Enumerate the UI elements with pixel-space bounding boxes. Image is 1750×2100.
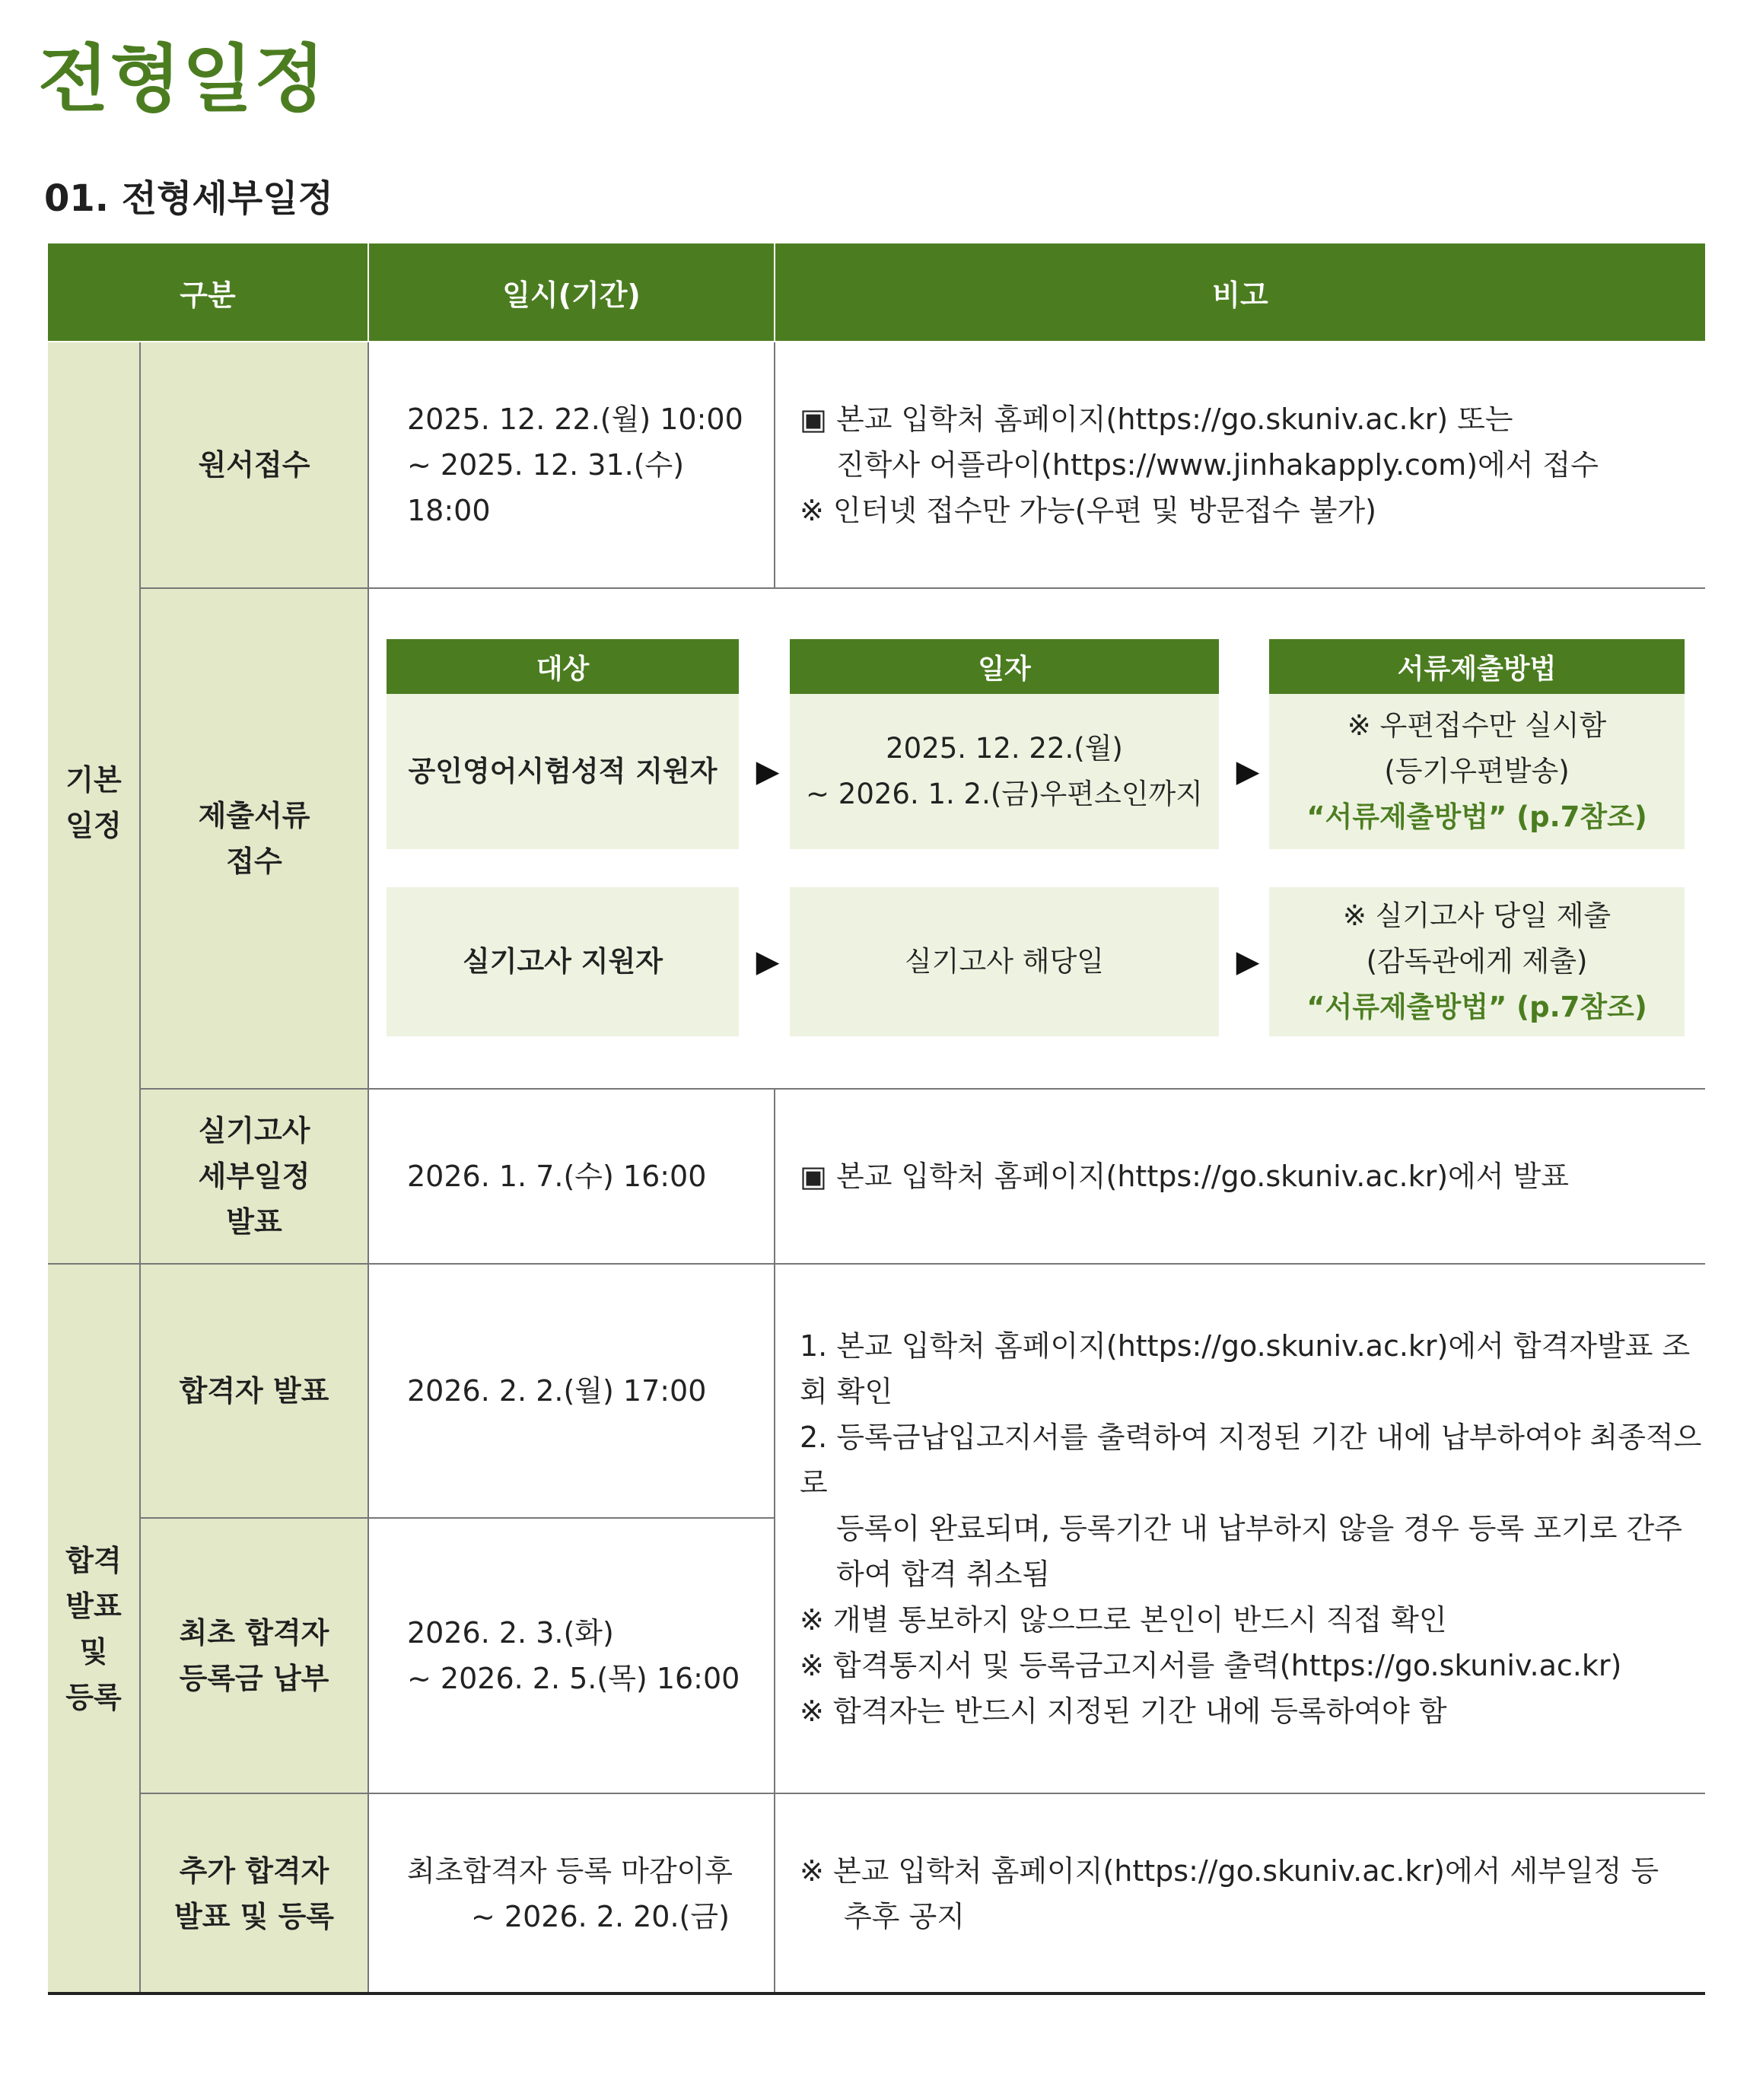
additional-date (369, 1794, 774, 1993)
group-result-registration: 합격 발표 및 등록 (48, 1265, 139, 1993)
row-label-additional: 추가 합격자 발표 및 등록 (141, 1794, 368, 1993)
docs-target-english-label: 공인영어시험성적 지원자 (408, 755, 718, 788)
apply-note-line-2: 진학사 어플라이(https://www.jinhakapply.com)에서 접수 (836, 448, 1599, 482)
docs-date-practical-line: 실기고사 해당일 (905, 945, 1104, 978)
page-title: 전형일정 (38, 37, 326, 122)
grid-line (774, 342, 775, 587)
pass-date: 2026. 2. 2.(월) 17:00 (407, 1374, 707, 1408)
fee-date (369, 1519, 774, 1793)
group-basic-schedule: 기본 일정 (48, 342, 139, 1263)
section-title: 01. 전형세부일정 (44, 177, 333, 220)
docs-method-english-line-1: ※ 우편접수만 실시함 (1347, 709, 1607, 742)
docs-method-english-ref: “서류제출방법” (p.7참조) (1306, 800, 1647, 833)
fee-date-start: 2026. 2. 3.(화) (407, 1616, 614, 1650)
docs-method-practical-ref: “서류제출방법” (p.7참조) (1306, 991, 1647, 1023)
pass-fee-note (775, 1265, 1705, 1793)
header-note: 비고 (775, 243, 1705, 341)
pass-note-line-4: 하여 합격 취소됨 (836, 1558, 1051, 1591)
additional-date-line-1: 최초합격자 등록 마감이후 (407, 1854, 733, 1888)
practical-date: 2026. 1. 7.(수) 16:00 (407, 1160, 707, 1193)
docs-method-english (1269, 694, 1685, 849)
arrow-icon: ▶ (756, 754, 780, 789)
arrow-icon: ▶ (756, 944, 780, 979)
header-date: 일시(기간) (369, 243, 774, 341)
header-category: 구분 (48, 243, 368, 341)
docs-date-english-end: ~ 2026. 1. 2.(금)우편소인까지 (806, 778, 1203, 810)
pass-note-line-2: 2. 등록금납입고지서를 출력하여 지정된 기간 내에 납부하여야 최종적으로 (800, 1421, 1702, 1500)
fee-date-end: ~ 2026. 2. 5.(목) 16:00 (407, 1662, 740, 1695)
row-label-practical: 실기고사 세부일정 발표 (141, 1090, 368, 1263)
grid-line (141, 1793, 1705, 1794)
docs-date-practical (790, 887, 1219, 1036)
grid-line (139, 342, 141, 1993)
grid-line (774, 1090, 775, 1993)
docs-target-practical-label: 실기고사 지원자 (462, 945, 663, 978)
grid-line (141, 1088, 1705, 1090)
pass-note-line-1: 1. 본교 입학처 홈페이지(https://go.skuniv.ac.kr)에서 합격자발표 조회 확인 (800, 1329, 1691, 1408)
practical-note-line: ▣ 본교 입학처 홈페이지(https://go.skuniv.ac.kr)에서 발표 (800, 1160, 1569, 1193)
row-label-apply: 원서접수 (141, 342, 368, 587)
additional-note (775, 1794, 1705, 1993)
additional-date-line-2: ~ 2026. 2. 20.(금) (471, 1900, 730, 1933)
apply-date-start: 2025. 12. 22.(월) 10:00 (407, 402, 743, 436)
pass-note-line-5: ※ 개별 통보하지 않으므로 본인이 반드시 직접 확인 (800, 1603, 1447, 1637)
apply-date (369, 342, 774, 587)
apply-note (775, 342, 1705, 587)
row-label-pass: 합격자 발표 (141, 1265, 368, 1517)
additional-note-line-2: 추후 공지 (844, 1900, 965, 1933)
docs-header-method: 서류제출방법 (1269, 639, 1685, 694)
arrow-icon: ▶ (1236, 944, 1260, 979)
grid-line (141, 1517, 774, 1519)
docs-target-practical (387, 887, 739, 1036)
pass-note-line-3: 등록이 완료되며, 등록기간 내 납부하지 않을 경우 등록 포기로 간주 (836, 1512, 1682, 1545)
docs-target-english (387, 694, 739, 849)
grid-line (48, 1263, 1705, 1265)
docs-date-english-start: 2025. 12. 22.(월) (886, 732, 1123, 765)
docs-header-target: 대상 (387, 639, 739, 694)
additional-note-line-1: ※ 본교 입학처 홈페이지(https://go.skuniv.ac.kr)에서 세부일정 등 (800, 1854, 1659, 1888)
docs-method-practical-line-1: ※ 실기고사 당일 제출 (1342, 899, 1612, 932)
docs-method-english-line-2: (등기우편발송) (1384, 755, 1570, 788)
docs-date-english (790, 694, 1219, 849)
row-label-docs: 제출서류 접수 (141, 589, 368, 1088)
apply-note-line-3: ※ 인터넷 접수만 가능(우편 및 방문접수 불가) (800, 494, 1377, 527)
apply-date-end: ~ 2025. 12. 31.(수) 18:00 (407, 448, 685, 527)
apply-note-line-1: ▣ 본교 입학처 홈페이지(https://go.skuniv.ac.kr) 또는 (800, 402, 1513, 436)
grid-line (368, 342, 369, 1993)
row-label-fee: 최초 합격자 등록금 납부 (141, 1519, 368, 1793)
practical-note (775, 1090, 1705, 1263)
docs-method-practical-line-2: (감독관에게 제출) (1366, 945, 1588, 978)
pass-note-line-6: ※ 합격통지서 및 등록금고지서를 출력(https://go.skuniv.ac.kr) (800, 1649, 1622, 1682)
grid-line (141, 587, 1705, 589)
docs-method-practical (1269, 887, 1685, 1036)
pass-note-line-7: ※ 합격자는 반드시 지정된 기간 내에 등록하여야 함 (800, 1694, 1447, 1728)
docs-header-date: 일자 (790, 639, 1219, 694)
arrow-icon: ▶ (1236, 754, 1260, 789)
table-bottom-border (48, 1992, 1705, 1995)
